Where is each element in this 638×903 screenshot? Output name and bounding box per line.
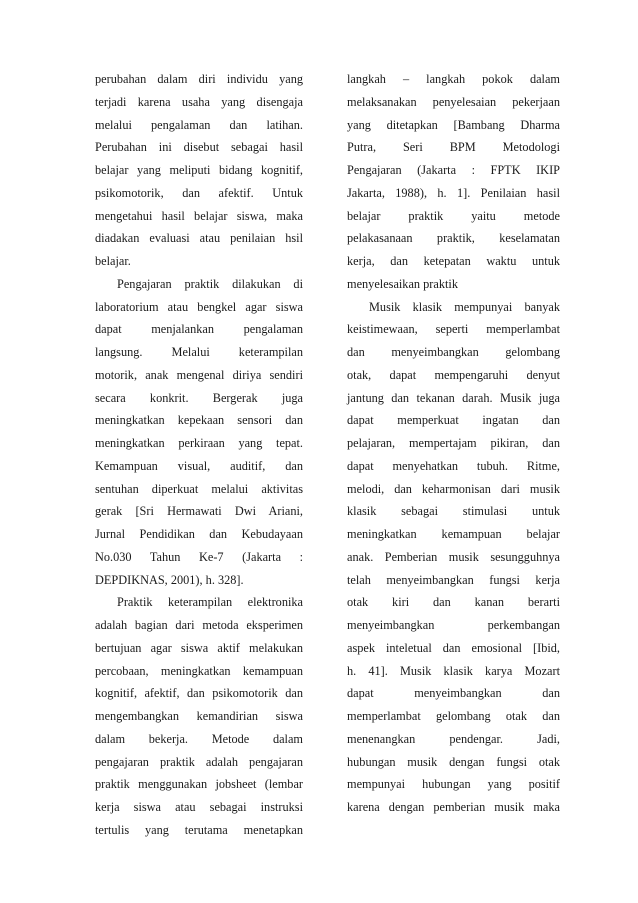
text-line: meningkatkan kepekaan sensori dan — [95, 413, 303, 428]
text-line: otak, dapat mempengaruhi denyut — [347, 367, 560, 382]
text-line: perubahan dalam diri individu yang — [95, 72, 303, 86]
text-line: Kemampuan visual, auditif, dan — [95, 458, 303, 473]
right-text-column — [347, 68, 560, 819]
text-line: secara konkrit. Bergerak juga — [95, 390, 303, 405]
text-line: Jakarta, 1988), h. 1]. Penilaian hasil — [347, 185, 560, 200]
text-line: dapat menyehatkan tubuh. Ritme, — [347, 458, 560, 473]
text-line: dapat menjalankan pengalaman — [95, 322, 303, 337]
text-line: percobaan, meningkatkan kemampuan — [95, 663, 303, 678]
text-line: belajar praktik yaitu metode — [347, 208, 560, 223]
text-line: pelajaran, mempertajam pikiran, dan — [347, 436, 560, 450]
text-line: menenangkan pendengar. Jadi, — [347, 731, 560, 746]
text-line: Perubahan ini disebut sebagai hasil — [95, 140, 303, 155]
text-line: melodi, dan keharmonisan dari musik — [347, 481, 560, 496]
text-line: aspek inteletual dan emosional [Ibid, — [347, 640, 560, 655]
text-line: dan menyeimbangkan gelombang — [347, 345, 560, 359]
text-line: menyeimbangkan perkembangan — [347, 618, 560, 632]
text-line: Praktik keterampilan elektronika — [117, 595, 303, 610]
text-line: meningkatkan perkiraan yang tepat. — [95, 436, 303, 450]
text-line: psikomotorik, dan afektif. Untuk — [95, 185, 303, 200]
text-line: hubungan musik dengan fungsi otak — [347, 754, 560, 769]
text-line: bertujuan agar siswa aktif melakukan — [95, 640, 303, 655]
text-line: DEPDIKNAS, 2001), h. 328]. — [95, 572, 244, 587]
text-line: klasik sebagai stimulasi untuk — [347, 504, 560, 519]
text-line: laboratorium atau bengkel agar siswa — [95, 299, 303, 314]
text-line: melalui pengalaman dan latihan. — [95, 117, 303, 132]
text-line: langsung. Melalui keterampilan — [95, 345, 303, 359]
text-line: dapat memperkuat ingatan dan — [347, 413, 560, 428]
text-line: mengembangkan kemandirian siswa — [95, 709, 303, 723]
text-line: adalah bagian dari metoda eksperimen — [95, 618, 303, 632]
text-line: Jurnal Pendidikan dan Kebudayaan — [95, 527, 303, 541]
text-line: anak. Pemberian musik sesungguhnya — [347, 549, 560, 564]
text-line: Musik klasik mempunyai banyak — [369, 299, 560, 314]
text-line: motorik, anak mengenal diriya sendiri — [95, 367, 303, 382]
text-line: jantung dan tekanan darah. Musik juga — [347, 390, 560, 405]
text-line: melaksanakan penyelesaian pekerjaan — [347, 94, 560, 109]
text-line: diadakan evaluasi atau penilaian hsil — [95, 231, 303, 246]
text-line: mengetahui hasil belajar siswa, maka — [95, 208, 303, 223]
text-line: pelakasanaan praktik, keselamatan — [347, 231, 560, 246]
text-line: Pengajaran praktik dilakukan di — [117, 276, 303, 291]
text-line: belajar. — [95, 254, 131, 268]
text-line: kognitif, afektif, dan psikomotorik dan — [95, 686, 303, 701]
text-line: terjadi karena usaha yang disengaja — [95, 94, 303, 109]
text-line: mempunyai hubungan yang positif — [347, 777, 560, 792]
text-line: meningkatkan kemampuan belajar — [347, 527, 560, 541]
text-line: memperlambat gelombang otak dan — [347, 709, 560, 723]
text-line: belajar yang meliputi bidang kognitif, — [95, 163, 303, 177]
text-line: telah menyeimbangkan fungsi kerja — [347, 572, 560, 587]
text-line: dapat menyeimbangkan dan — [347, 686, 560, 701]
text-line: karena dengan pemberian musik maka — [347, 800, 560, 814]
text-line: tertulis yang terutama menetapkan — [95, 822, 303, 837]
text-line: Pengajaran (Jakarta : FPTK IKIP — [347, 163, 560, 177]
text-line: praktik menggunakan jobsheet (lembar — [95, 777, 303, 792]
text-line: yang ditetapkan [Bambang Dharma — [347, 117, 560, 132]
text-line: gerak [Sri Hermawati Dwi Ariani, — [95, 504, 303, 519]
text-line: keistimewaan, seperti memperlambat — [347, 322, 560, 337]
text-line: kerja siswa atau sebagai instruksi — [95, 800, 303, 814]
text-line: menyelesaikan praktik — [347, 276, 458, 291]
text-line: pengajaran praktik adalah pengajaran — [95, 754, 303, 769]
text-line: otak kiri dan kanan berarti — [347, 595, 560, 610]
text-line: langkah – langkah pokok dalam — [347, 72, 560, 86]
text-line: h. 41]. Musik klasik karya Mozart — [347, 663, 560, 678]
text-line: No.030 Tahun Ke-7 (Jakarta : — [95, 549, 303, 564]
text-line: Putra, Seri BPM Metodologi — [347, 140, 560, 155]
text-line: sentuhan diperkuat melalui aktivitas — [95, 481, 303, 496]
left-text-column — [95, 68, 303, 842]
text-line: dalam bekerja. Metode dalam — [95, 731, 303, 746]
text-line: kerja, dan ketepatan waktu untuk — [347, 254, 560, 268]
